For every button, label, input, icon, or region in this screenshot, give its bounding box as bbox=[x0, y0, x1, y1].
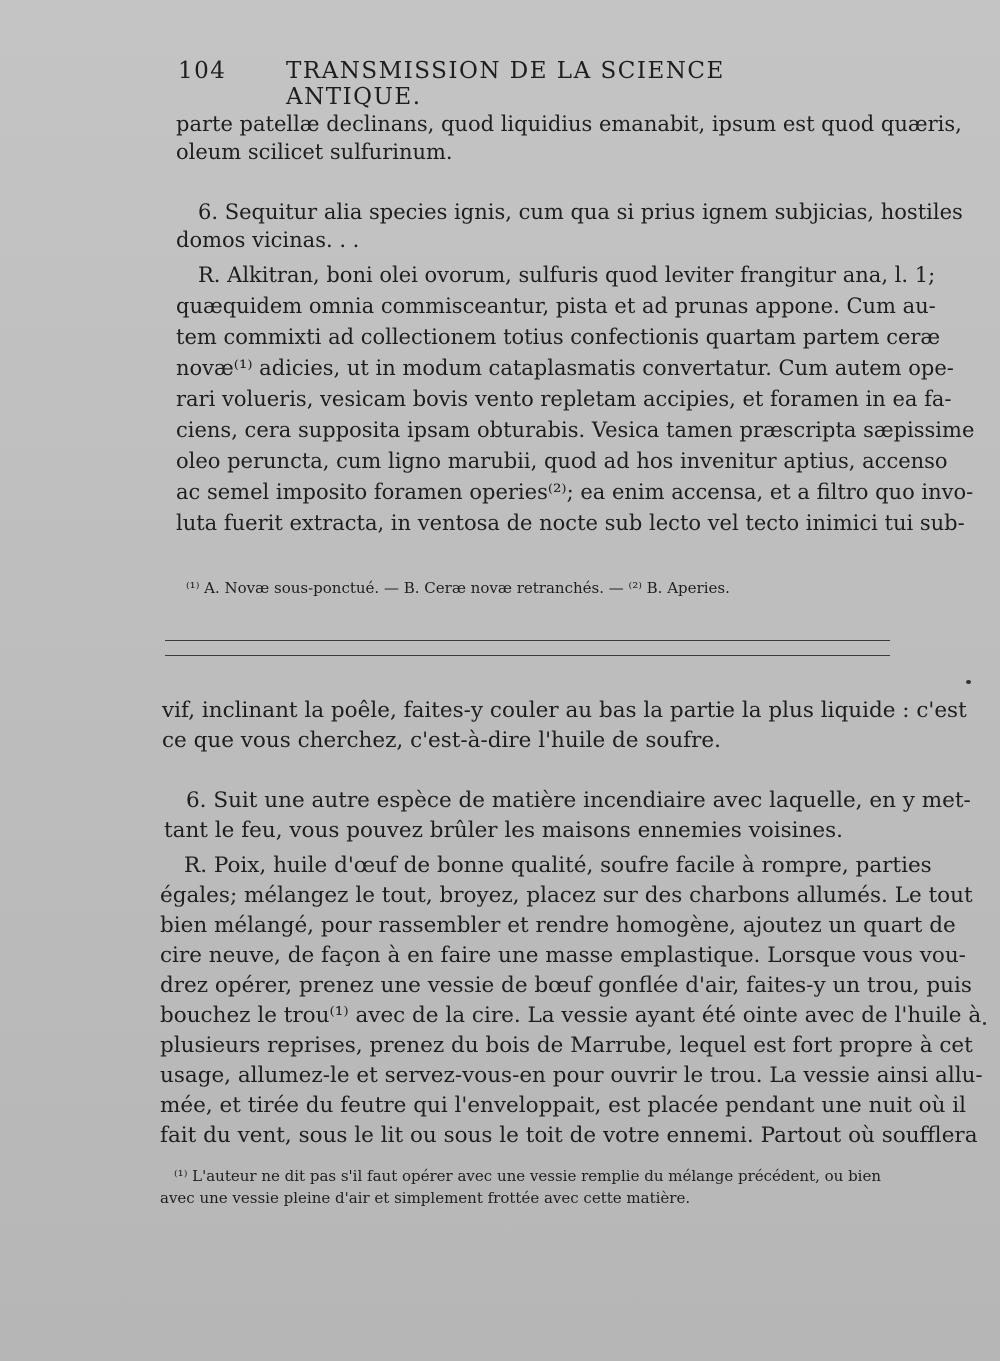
french-paragraph-1 bbox=[162, 697, 967, 757]
footnote-line: avec une vessie pleine d'air et simplement frottée avec cette matière. bbox=[160, 1189, 691, 1207]
text-line: drez opérer, prenez une vessie de bœuf gonflée d'air, faites-y un trou, puis bbox=[160, 973, 972, 998]
text-line: quæquidem omnia commisceantur, pista et ad prunas appone. Cum au- bbox=[176, 294, 936, 318]
text-line: vif, inclinant la poêle, faites-y couler au bas la partie la plus liquide : c'est bbox=[162, 698, 967, 723]
latin-paragraph-1 bbox=[176, 110, 962, 170]
french-paragraph-3 bbox=[160, 852, 983, 1162]
text-line: fait du vent, sous le lit ou sous le toit de votre ennemi. Partout où soufflera bbox=[160, 1123, 978, 1148]
text-line: ac semel imposito foramen operies⁽²⁾; ea enim accensa, et a filtro quo invo- bbox=[176, 480, 974, 504]
text-line: usage, allumez-le et servez-vous-en pour ouvrir le trou. La vessie ainsi allu- bbox=[160, 1063, 983, 1088]
separator-rule-top bbox=[165, 640, 890, 641]
text-line: ce que vous cherchez, c'est-à-dire l'huile de soufre. bbox=[162, 728, 721, 753]
text-line: égales; mélangez le tout, broyez, placez sur des charbons allumés. Le tout bbox=[160, 883, 973, 908]
text-line: tem commixti ad collectionem totius confectionis quartam partem ceræ bbox=[176, 325, 941, 349]
page-number: 104 bbox=[178, 58, 227, 84]
text-line: oleum scilicet sulfurinum. bbox=[176, 140, 453, 164]
latin-paragraph-2 bbox=[176, 198, 963, 258]
text-line: R. Alkitran, boni olei ovorum, sulfuris quod leviter frangitur ana, l. 1; bbox=[198, 263, 936, 287]
text-line: parte patellæ declinans, quod liquidius emanabit, ipsum est quod quæris, bbox=[176, 112, 962, 136]
footnote-line: ⁽¹⁾ L'auteur ne dit pas s'il faut opérer avec une vessie remplie du mélange précédent, ou bien bbox=[174, 1167, 882, 1185]
text-line: oleo peruncta, cum ligno marubii, quod ad hos invenitur aptius, accenso bbox=[176, 449, 948, 473]
text-line: 6. Sequitur alia species ignis, cum qua si prius ignem subjicias, hostiles bbox=[198, 200, 963, 224]
paper-speck bbox=[983, 1022, 986, 1025]
text-line: bouchez le trou⁽¹⁾ avec de la cire. La vessie ayant été ointe avec de l'huile à bbox=[160, 1003, 982, 1028]
french-footnote bbox=[160, 1166, 890, 1216]
separator-rule-bottom bbox=[165, 655, 890, 656]
text-line: 6. Suit une autre espèce de matière incendiaire avec laquelle, en y met- bbox=[186, 788, 971, 813]
running-header bbox=[178, 58, 818, 110]
text-line: mée, et tirée du feutre qui l'enveloppait, est placée pendant une nuit où il bbox=[160, 1093, 967, 1118]
text-line: plusieurs reprises, prenez du bois de Marrube, lequel est fort propre à cet bbox=[160, 1033, 973, 1058]
text-line: bien mélangé, pour rassembler et rendre homogène, ajoutez un quart de bbox=[160, 913, 956, 938]
text-line: tant le feu, vous pouvez brûler les maisons ennemies voisines. bbox=[164, 818, 843, 843]
paper-speck bbox=[966, 680, 971, 684]
latin-paragraph-3 bbox=[176, 261, 975, 551]
text-line: ciens, cera supposita ipsam obturabis. Vesica tamen præscripta sæpissime bbox=[176, 418, 975, 442]
text-line: cire neuve, de façon à en faire une masse emplastique. Lorsque vous vou- bbox=[160, 943, 966, 968]
text-line: R. Poix, huile d'œuf de bonne qualité, soufre facile à rompre, parties bbox=[184, 853, 932, 878]
latin-footnote bbox=[186, 578, 886, 602]
text-line: rari volueris, vesicam bovis vento repletam accipies, et foramen in ea fa- bbox=[176, 387, 952, 411]
text-line: luta fuerit extracta, in ventosa de nocte sub lecto vel tecto inimici tui sub- bbox=[176, 511, 965, 535]
running-title: TRANSMISSION DE LA SCIENCE ANTIQUE. bbox=[286, 58, 725, 110]
footnote-line: ⁽¹⁾ A. Novæ sous-ponctué. — B. Ceræ novæ retranchés. — ⁽²⁾ B. Aperies. bbox=[186, 579, 730, 597]
french-paragraph-2 bbox=[164, 787, 971, 847]
text-line: domos vicinas. . . bbox=[176, 228, 360, 252]
text-line: novæ⁽¹⁾ adicies, ut in modum cataplasmatis convertatur. Cum autem ope- bbox=[176, 356, 954, 380]
